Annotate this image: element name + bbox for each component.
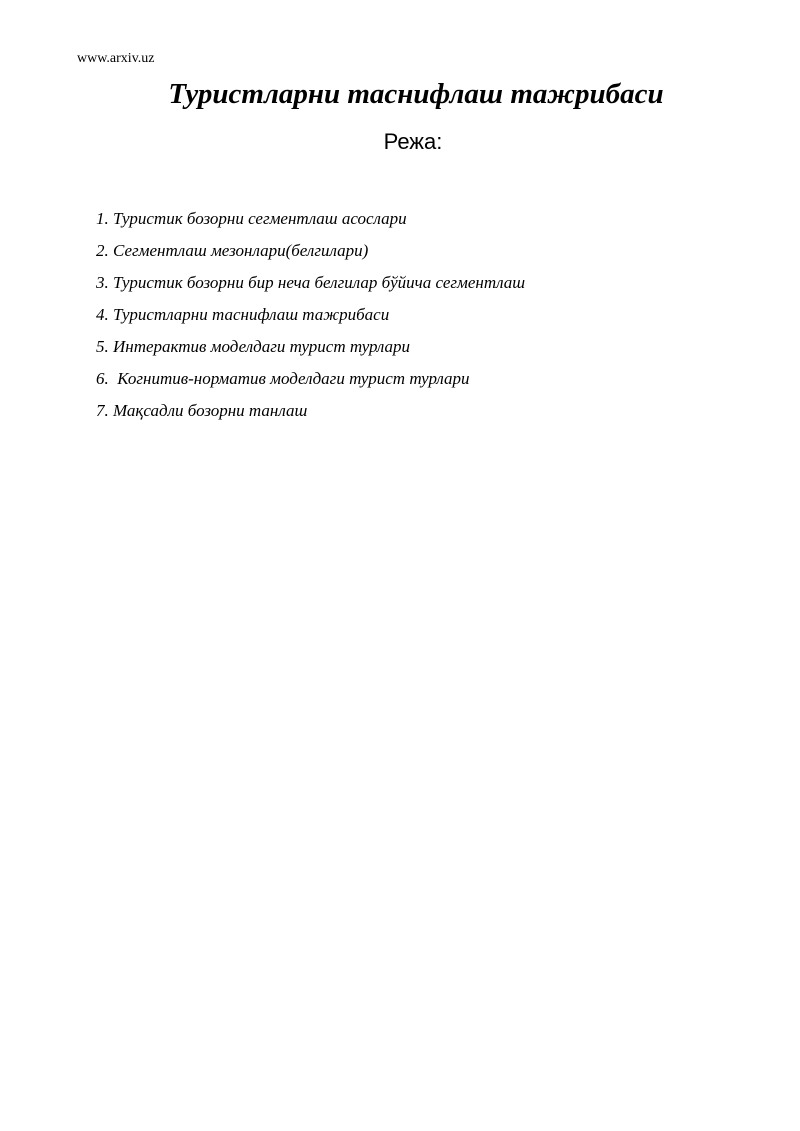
plan-list [96,208,525,432]
plan-item: 6. Когнитив-норматив моделдаги турист турлари [96,369,470,388]
plan-item: 3. Туристик бозорни бир неча белгилар бўйича сегментлаш [96,273,526,292]
plan-item: 7. Мақсадли бозорни танлаш [96,401,308,420]
plan-item: 2. Сегментлаш мезонлари(белгилари) [96,241,369,260]
plan-item: 1. Туристик бозорни сегментлаш асослари [96,209,407,228]
plan-heading: Режа: [383,129,443,154]
header-url: www.arxiv.uz [77,51,155,66]
plan-item: 4. Туристларни таснифлаш тажрибаси [96,305,390,324]
plan-item: 5. Интерактив моделдаги турист турлари [96,337,411,356]
page-title: Туристларни таснифлаш тажрибаси [168,78,664,110]
